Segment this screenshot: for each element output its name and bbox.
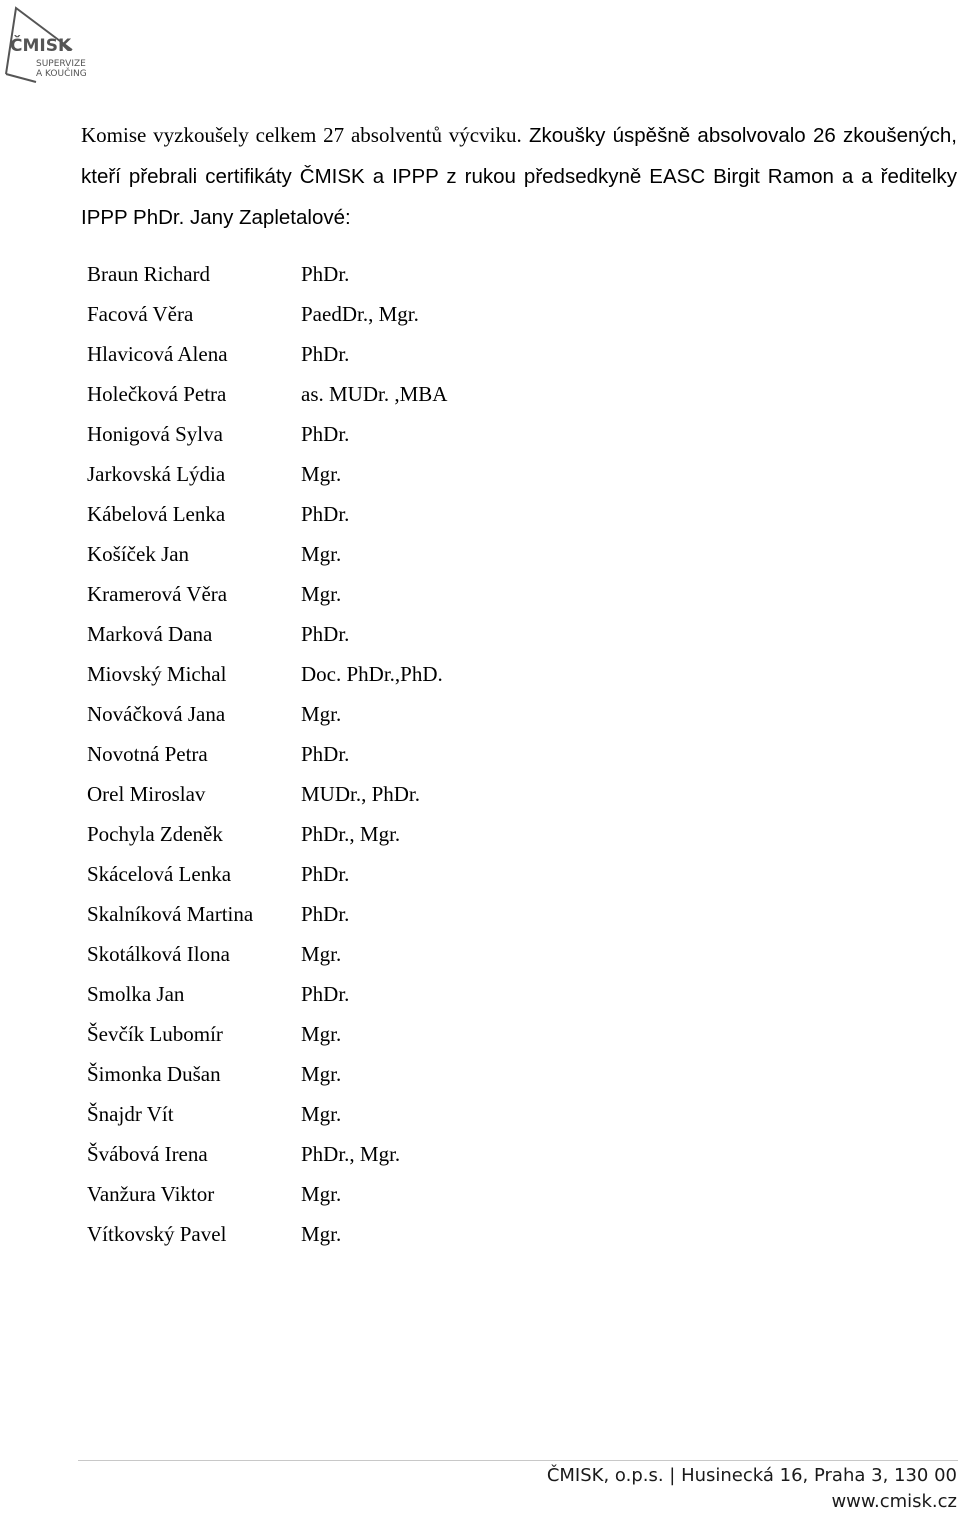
graduate-name: Novotná Petra xyxy=(87,741,208,766)
graduate-title: Mgr. xyxy=(301,1221,342,1246)
graduate-name: Orel Miroslav xyxy=(87,781,206,806)
graduate-title: Mgr. xyxy=(301,701,342,726)
graduate-row xyxy=(87,734,447,774)
graduate-title: Mgr. xyxy=(301,1101,342,1126)
graduate-row xyxy=(87,614,447,654)
graduate-title: Mgr. xyxy=(301,1061,342,1086)
intro-text-2: Zkoušky úspěšně absolvovalo 26 zkoušených, kteří přebrali certifikáty ČMISK a IPPP z rukou předsedkyně EASC Birgit Ramon a a ředitelky IPPP xyxy=(81,124,958,229)
intro-paragraph xyxy=(81,115,957,238)
graduate-title: PhDr. xyxy=(301,861,350,886)
page-footer xyxy=(547,1463,957,1515)
graduate-title: PhDr. xyxy=(301,261,350,286)
graduate-name: Nováčková Jana xyxy=(87,701,226,726)
graduate-row xyxy=(87,294,447,334)
graduate-title: Mgr. xyxy=(301,1181,342,1206)
graduate-title: PhDr. xyxy=(301,341,350,366)
graduate-row xyxy=(87,774,447,814)
graduate-row xyxy=(87,494,447,534)
graduate-name: Miovský Michal xyxy=(87,661,227,686)
cmisk-logo xyxy=(2,4,98,86)
graduate-name: Skácelová Lenka xyxy=(87,861,232,886)
graduate-row xyxy=(87,814,447,854)
graduate-title: PhDr. xyxy=(301,621,350,646)
graduate-title: Doc. PhDr.,PhD. xyxy=(301,661,443,686)
graduate-row xyxy=(87,454,447,494)
footer-web-link[interactable]: www.cmisk.cz xyxy=(831,1491,957,1512)
graduate-row xyxy=(87,334,447,374)
graduate-row xyxy=(87,1014,447,1054)
footer-address: ČMISK, o.p.s. | Husinecká 16, Praha 3, 130 00 xyxy=(546,1465,957,1486)
graduate-name: Smolka Jan xyxy=(87,981,185,1006)
graduate-title: MUDr., PhDr. xyxy=(301,781,421,806)
cmisk-logo-mark xyxy=(2,4,98,86)
graduate-title: PhDr. xyxy=(301,741,350,766)
graduate-name: Kábelová Lenka xyxy=(87,501,226,526)
graduate-title: Mgr. xyxy=(301,581,342,606)
graduate-title: PhDr. xyxy=(301,901,350,926)
graduate-row xyxy=(87,934,447,974)
graduate-title: Mgr. xyxy=(301,461,342,486)
graduate-row xyxy=(87,1134,447,1174)
graduate-row xyxy=(87,574,447,614)
logo-line-1: SUPERVIZE xyxy=(36,59,86,69)
graduate-row xyxy=(87,694,447,734)
graduate-title: PaedDr., Mgr. xyxy=(301,301,419,326)
graduate-row xyxy=(87,654,447,694)
graduate-name: Švábová Irena xyxy=(87,1141,208,1166)
graduate-row xyxy=(87,974,447,1014)
graduate-name: Vítkovský Pavel xyxy=(87,1221,227,1246)
graduate-name: Šnajdr Vít xyxy=(87,1101,174,1126)
graduate-title: PhDr., Mgr. xyxy=(301,821,401,846)
graduate-name: Pochyla Zdeněk xyxy=(87,821,223,846)
graduate-row xyxy=(87,1094,447,1134)
graduate-title: PhDr. xyxy=(301,981,350,1006)
logo-line-2: A KOUČING xyxy=(36,69,87,79)
graduate-name: Facová Věra xyxy=(87,301,194,326)
graduate-name: Holečková Petra xyxy=(87,381,227,406)
graduate-name: Marková Dana xyxy=(87,621,213,646)
graduate-name: Honigová Sylva xyxy=(87,421,223,446)
graduate-row xyxy=(87,414,447,454)
footer-divider xyxy=(78,1460,958,1461)
graduate-name: Jarkovská Lýdia xyxy=(87,461,226,486)
graduate-name: Hlavicová Alena xyxy=(87,341,228,366)
graduate-row xyxy=(87,1214,447,1254)
graduate-name: Braun Richard xyxy=(87,261,211,286)
graduate-title: Mgr. xyxy=(301,941,342,966)
graduate-title: Mgr. xyxy=(301,541,342,566)
intro-text-1: Komise vyzkoušely celkem 27 absolventů výcviku. xyxy=(81,123,522,147)
intro-text-3: PhDr. Jany Zapletalové: xyxy=(133,206,351,229)
graduate-title: PhDr. xyxy=(301,421,350,446)
graduate-row xyxy=(87,894,447,934)
graduate-row xyxy=(87,254,447,294)
graduate-name: Ševčík Lubomír xyxy=(87,1021,223,1046)
graduate-row xyxy=(87,1174,447,1214)
graduate-row xyxy=(87,374,447,414)
graduate-row xyxy=(87,534,447,574)
logo-brand: ČMISK xyxy=(10,36,72,56)
graduate-name: Skalníková Martina xyxy=(87,901,254,926)
graduate-name: Šimonka Dušan xyxy=(87,1061,221,1086)
graduate-name: Kramerová Věra xyxy=(87,581,228,606)
graduate-title: Mgr. xyxy=(301,1021,342,1046)
graduate-row xyxy=(87,1054,447,1094)
graduate-title: as. MUDr. ,MBA xyxy=(301,381,448,406)
graduate-name: Vanžura Viktor xyxy=(87,1181,215,1206)
graduate-row xyxy=(87,854,447,894)
graduate-title: PhDr. xyxy=(301,501,350,526)
graduates-list xyxy=(87,254,447,1254)
graduate-name: Skotálková Ilona xyxy=(87,941,230,966)
graduate-name: Košíček Jan xyxy=(87,541,190,566)
graduate-title: PhDr., Mgr. xyxy=(301,1141,401,1166)
